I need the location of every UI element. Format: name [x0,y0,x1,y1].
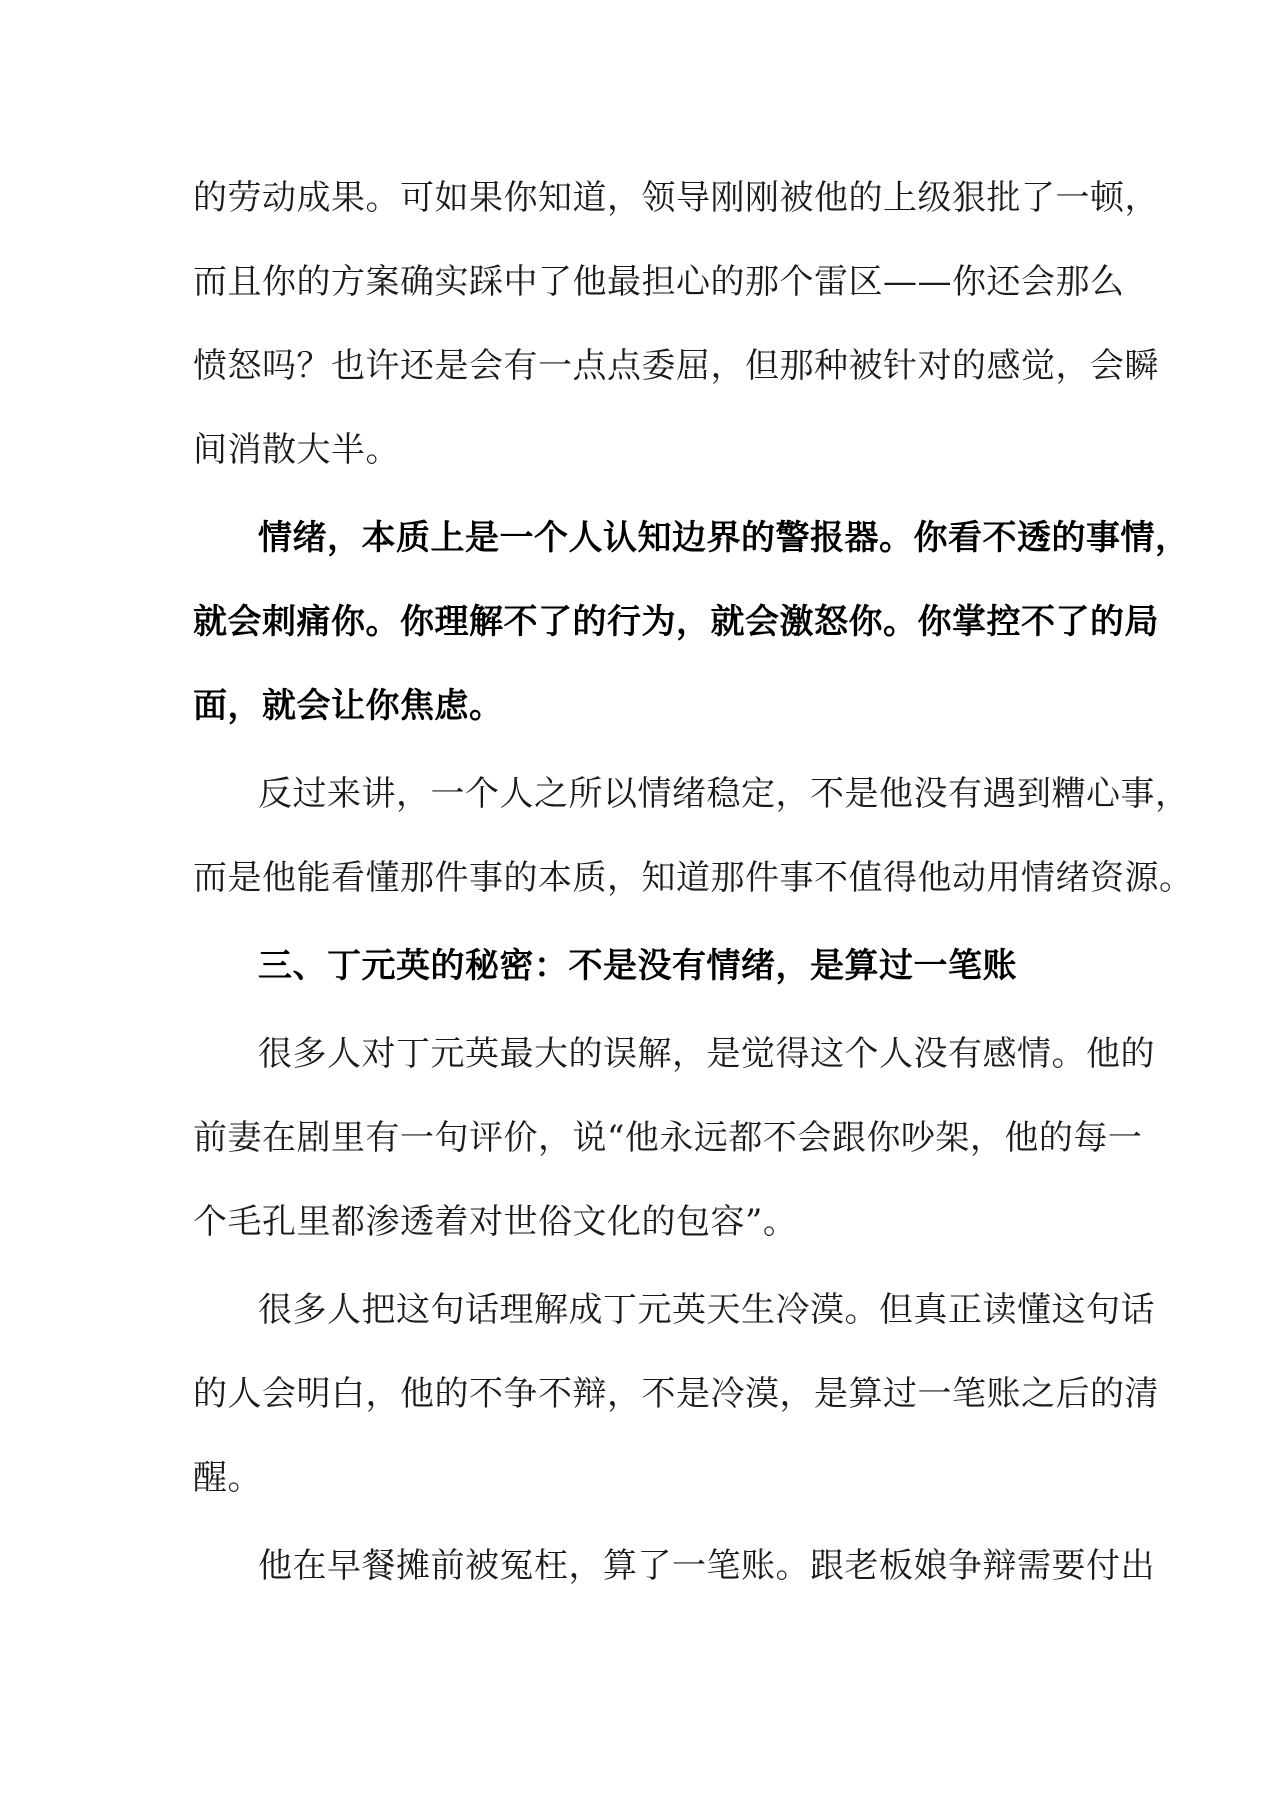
paragraph-line: 反过来讲，一个人之所以情绪稳定，不是他没有遇到糟心事， [258,774,1190,814]
paragraph-line: 很多人对丁元英最大的误解，是觉得这个人没有感情。他的 [258,1034,1155,1074]
paragraph-line: 而是他能看懂那件事的本质，知道那件事不值得他动用情绪资源。 [193,858,1194,898]
paragraph-line: 很多人把这句话理解成丁元英天生冷漠。但真正读懂这句话 [258,1290,1155,1330]
paragraph-line: 个毛孔里都渗透着对世俗文化的包容”。 [193,1202,798,1242]
paragraph-line: 愤怒吗？也许还是会有一点点委屈，但那种被针对的感觉，会瞬 [193,346,1159,386]
paragraph-line: 的劳动成果。可如果你知道，领导刚刚被他的上级狠批了一顿， [193,178,1159,218]
bold-paragraph-line: 面，就会让你焦虑。 [193,686,504,726]
paragraph-line: 间消散大半。 [193,430,400,470]
section-heading: 三、丁元英的秘密：不是没有情绪，是算过一笔账 [258,946,1017,986]
bold-paragraph-line: 就会刺痛你。你理解不了的行为，就会激怒你。你掌控不了的局 [193,602,1159,642]
paragraph-line: 而且你的方案确实踩中了他最担心的那个雷区——你还会那么 [193,262,1125,302]
paragraph-line: 醒。 [193,1458,262,1498]
bold-paragraph-line: 情绪，本质上是一个人认知边界的警报器。你看不透的事情， [258,518,1190,558]
paragraph-line: 前妻在剧里有一句评价，说“他永远都不会跟你吵架，他的每一 [193,1118,1143,1158]
paragraph-line: 他在早餐摊前被冤枉，算了一笔账。跟老板娘争辩需要付出 [258,1546,1155,1586]
paragraph-line: 的人会明白，他的不争不辩，不是冷漠，是算过一笔账之后的清 [193,1374,1159,1414]
